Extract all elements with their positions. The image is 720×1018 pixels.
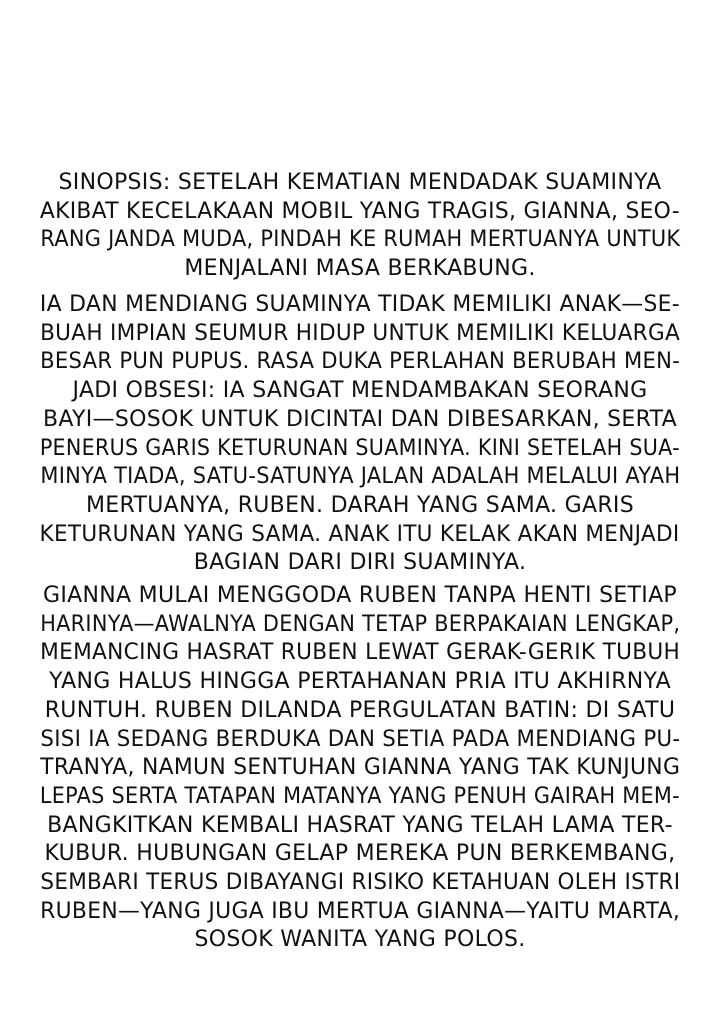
synopsis-line: IA DAN MENDIANG SUAMINYA TIDAK MEMILIKI ANAK—SE-	[39, 292, 680, 317]
synopsis-line: BUAH IMPIAN SEUMUR HIDUP UNTUK MEMILIKI KELUARGA	[40, 320, 680, 346]
synopsis-line: BAYI—SOSOK UNTUK DICINTAI DAN DIBESARKAN, SERTA	[42, 406, 677, 432]
synopsis-line: MINYA TIADA, SATU-SATUNYA JALAN ADALAH MELALUI AYAH	[39, 464, 680, 490]
synopsis-line: SISI IA SEDANG BERDUKA DAN SETIA PADA MENDIANG PU-	[39, 726, 680, 752]
synopsis-line: MEMANCING HASRAT RUBEN LEWAT GERAK-GERIK TUBUH	[39, 640, 680, 666]
synopsis-line: YANG HALUS HINGGA PERTAHANAN PRIA ITU AKHIRNYA	[49, 669, 671, 695]
synopsis-line: AKIBAT KECELAKAAN MOBIL YANG TRAGIS, GIANNA, SEO-	[39, 198, 680, 224]
synopsis-line: RANG JANDA MUDA, PINDAH KE RUMAH MERTUANYA UNTUK	[39, 227, 680, 253]
synopsis-line: GIANNA MULAI MENGGODA RUBEN TANPA HENTI SETIAP	[43, 583, 677, 608]
synopsis-line: SINOPSIS: SETELAH KEMATIAN MENDADAK SUAMINYA	[58, 170, 662, 195]
synopsis-line: BANGKITKAN KEMBALI HASRAT YANG TELAH LAMA TER-	[47, 812, 673, 838]
synopsis-line: TRANYA, NAMUN SENTUHAN GIANNA YANG TAK KUNJUNG	[40, 755, 680, 781]
synopsis-line: HARINYA—AWALNYA DENGAN TETAP BERPAKAIAN LENGKAP,	[39, 611, 680, 637]
synopsis-line: PENERUS GARIS KETURUNAN SUAMINYA. KINI SETELAH SUA-	[40, 435, 680, 461]
synopsis-line: MERTUANYA, RUBEN. DARAH YANG SAMA. GARIS	[86, 492, 634, 518]
synopsis-line: JADI OBSESI: IA SANGAT MENDAMBAKAN SEORANG	[72, 378, 648, 404]
synopsis-line: LEPAS SERTA TATAPAN MATANYA YANG PENUH GAIRAH MEM-	[40, 783, 680, 809]
synopsis-line: KETURUNAN YANG SAMA. ANAK ITU KELAK AKAN MENJADI	[39, 521, 680, 547]
synopsis-line: RUNTUH. RUBEN DILANDA PERGULATAN BATIN: DI SATU	[44, 697, 676, 723]
synopsis-line: SOSOK WANITA YANG POLOS.	[194, 927, 526, 953]
synopsis-line: RUBEN—YANG JUGA IBU MERTUA GIANNA—YAITU MARTA,	[40, 898, 680, 924]
synopsis-line: BESAR PUN PUPUS. RASA DUKA PERLAHAN BERUBAH MEN-	[40, 349, 680, 375]
synopsis-line: SEMBARI TERUS DIBAYANGI RISIKO KETAHUAN OLEH ISTRI	[39, 870, 680, 895]
synopsis-line: KUBUR. HUBUNGAN GELAP MEREKA PUN BERKEMBANG,	[44, 841, 676, 867]
synopsis-line: MENJALANI MASA BERKABUNG.	[184, 256, 536, 282]
synopsis-line: BAGIAN DARI DIRI SUAMINYA.	[193, 550, 527, 576]
